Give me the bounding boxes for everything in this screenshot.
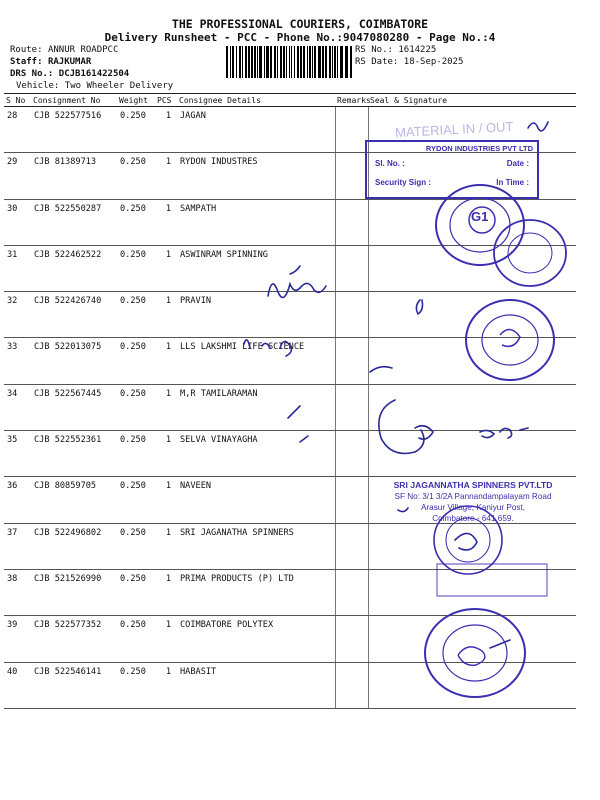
rydon-security-label: Security Sign : bbox=[375, 178, 432, 187]
row-weight: 0.250 bbox=[117, 569, 155, 615]
row-sno: 36 bbox=[4, 477, 31, 523]
row-sno: 32 bbox=[4, 292, 31, 338]
runsheet-subtitle: Delivery Runsheet - PCC - Phone No.:9047080280 - Page No.:4 bbox=[104, 31, 496, 44]
row-weight: 0.250 bbox=[117, 338, 155, 384]
vehicle-label: Vehicle: bbox=[16, 81, 60, 91]
row-pcs: 1 bbox=[155, 569, 177, 615]
row-consignment-no: CJB 522577352 bbox=[31, 616, 117, 662]
row-weight: 0.250 bbox=[117, 431, 155, 477]
row-consignment-no: CJB 522013075 bbox=[31, 338, 117, 384]
staff-label: Staff: bbox=[10, 57, 43, 67]
rydon-date-label: Date : bbox=[506, 159, 529, 168]
col-consignment: Consignment No bbox=[31, 94, 117, 107]
col-weight: Weight bbox=[117, 94, 155, 107]
row-pcs: 1 bbox=[155, 477, 177, 523]
row-sno: 28 bbox=[4, 107, 31, 153]
row-sno: 40 bbox=[4, 662, 31, 708]
row-consignee: NAVEEN bbox=[177, 477, 335, 523]
row-pcs: 1 bbox=[155, 107, 177, 153]
row-weight: 0.250 bbox=[117, 153, 155, 199]
row-pcs: 1 bbox=[155, 662, 177, 708]
row-sno: 33 bbox=[4, 338, 31, 384]
row-consignee: PRIMA PRODUCTS (P) LTD bbox=[177, 569, 335, 615]
row-sno: 34 bbox=[4, 384, 31, 430]
jaganatha-stamp-addr3: Coimbatore - 641 659. bbox=[432, 514, 514, 523]
row-consignee: SELVA VINAYAGHA bbox=[177, 431, 335, 477]
drs-label: DRS No.: bbox=[10, 69, 54, 79]
row-sno: 39 bbox=[4, 616, 31, 662]
jaganatha-stamp-name: SRI JAGANNATHA SPINNERS PVT.LTD bbox=[393, 480, 553, 490]
col-consignee: Consignee Details bbox=[177, 94, 335, 107]
rydon-intime-label: In Time : bbox=[496, 178, 529, 187]
row-consignee: LLS LAKSHMI LIFE SCIENCE bbox=[177, 338, 335, 384]
col-sno: S No bbox=[4, 94, 31, 107]
row-consignment-no: CJB 522567445 bbox=[31, 384, 117, 430]
col-seal-signature: Seal & Signature bbox=[368, 94, 576, 107]
rydon-stamp-title: RYDON INDUSTRIES PVT LTD bbox=[425, 144, 533, 153]
row-consignment-no: CJB 522462522 bbox=[31, 245, 117, 291]
col-pcs: PCS bbox=[155, 94, 177, 107]
row-pcs: 1 bbox=[155, 153, 177, 199]
rs-date-label: RS Date: bbox=[355, 57, 399, 67]
row-consignment-no: CJB 521526990 bbox=[31, 569, 117, 615]
row-consignment-no: CJB 522552361 bbox=[31, 431, 117, 477]
company-title: THE PROFESSIONAL COURIERS, COIMBATORE bbox=[171, 17, 429, 31]
row-pcs: 1 bbox=[155, 338, 177, 384]
row-weight: 0.250 bbox=[117, 245, 155, 291]
row-sno: 35 bbox=[4, 431, 31, 477]
row-consignment-no: CJB 522426740 bbox=[31, 292, 117, 338]
row-sno: 31 bbox=[4, 245, 31, 291]
row-weight: 0.250 bbox=[117, 107, 155, 153]
material-watermark: MATERIAL IN / OUT bbox=[394, 118, 514, 141]
row-consignee: SRI JAGANATHA SPINNERS bbox=[177, 523, 335, 569]
row-weight: 0.250 bbox=[117, 523, 155, 569]
row-consignment-no: CJB 522577516 bbox=[31, 107, 117, 153]
staff-value: RAJKUMAR bbox=[47, 57, 92, 67]
polytex-stamp bbox=[435, 560, 550, 600]
row-sno: 30 bbox=[4, 199, 31, 245]
row-consignment-no: CJB 80859705 bbox=[31, 477, 117, 523]
row-consignee: RYDON INDUSTRES bbox=[177, 153, 335, 199]
row-sno: 29 bbox=[4, 153, 31, 199]
row-pcs: 1 bbox=[155, 431, 177, 477]
vehicle-value: Two Wheeler Delivery bbox=[64, 81, 174, 91]
row-consignee: JAGAN bbox=[177, 107, 335, 153]
jaganatha-stamp-addr1: SF No: 3/1 3/2A Pannandampalayam Road bbox=[394, 492, 552, 501]
rs-no-label: RS No.: bbox=[355, 45, 393, 55]
row-pcs: 1 bbox=[155, 199, 177, 245]
row-weight: 0.250 bbox=[117, 616, 155, 662]
row-weight: 0.250 bbox=[117, 292, 155, 338]
row-consignee: COIMBATORE POLYTEX bbox=[177, 616, 335, 662]
row-consignee: HABASIT bbox=[177, 662, 335, 708]
route-label: Route: bbox=[10, 45, 43, 55]
drs-value: DCJB161422504 bbox=[58, 69, 130, 79]
route-value: ANNUR ROADPCC bbox=[47, 45, 119, 55]
row-consignment-no: CJB 81389713 bbox=[31, 153, 117, 199]
jaganatha-stamp-addr2: Arasur Village, Kaniyur Post, bbox=[420, 503, 526, 512]
row-pcs: 1 bbox=[155, 292, 177, 338]
row-sno: 38 bbox=[4, 569, 31, 615]
row-weight: 0.250 bbox=[117, 662, 155, 708]
row-pcs: 1 bbox=[155, 245, 177, 291]
row-weight: 0.250 bbox=[117, 199, 155, 245]
row-consignee: M,R TAMILARAMAN bbox=[177, 384, 335, 430]
rs-date-value: 18-Sep-2025 bbox=[403, 57, 464, 67]
row-consignment-no: CJB 522546141 bbox=[31, 662, 117, 708]
row-sno: 37 bbox=[4, 523, 31, 569]
rydon-slno-label: Sl. No. : bbox=[375, 159, 405, 168]
row-consignment-no: CJB 522496802 bbox=[31, 523, 117, 569]
row-weight: 0.250 bbox=[117, 477, 155, 523]
row-consignee: ASWINRAM SPINNING bbox=[177, 245, 335, 291]
row-weight: 0.250 bbox=[117, 384, 155, 430]
row-consignment-no: CJB 522550287 bbox=[31, 199, 117, 245]
g1-mark: G1 bbox=[471, 209, 489, 224]
row-pcs: 1 bbox=[155, 616, 177, 662]
row-consignee: PRAVIN bbox=[177, 292, 335, 338]
row-pcs: 1 bbox=[155, 384, 177, 430]
rs-no-value: 1614225 bbox=[398, 45, 437, 55]
round-seal-habasit bbox=[420, 605, 530, 700]
row-pcs: 1 bbox=[155, 523, 177, 569]
row-consignee: SAMPATH bbox=[177, 199, 335, 245]
col-remarks: Remarks bbox=[337, 95, 371, 105]
